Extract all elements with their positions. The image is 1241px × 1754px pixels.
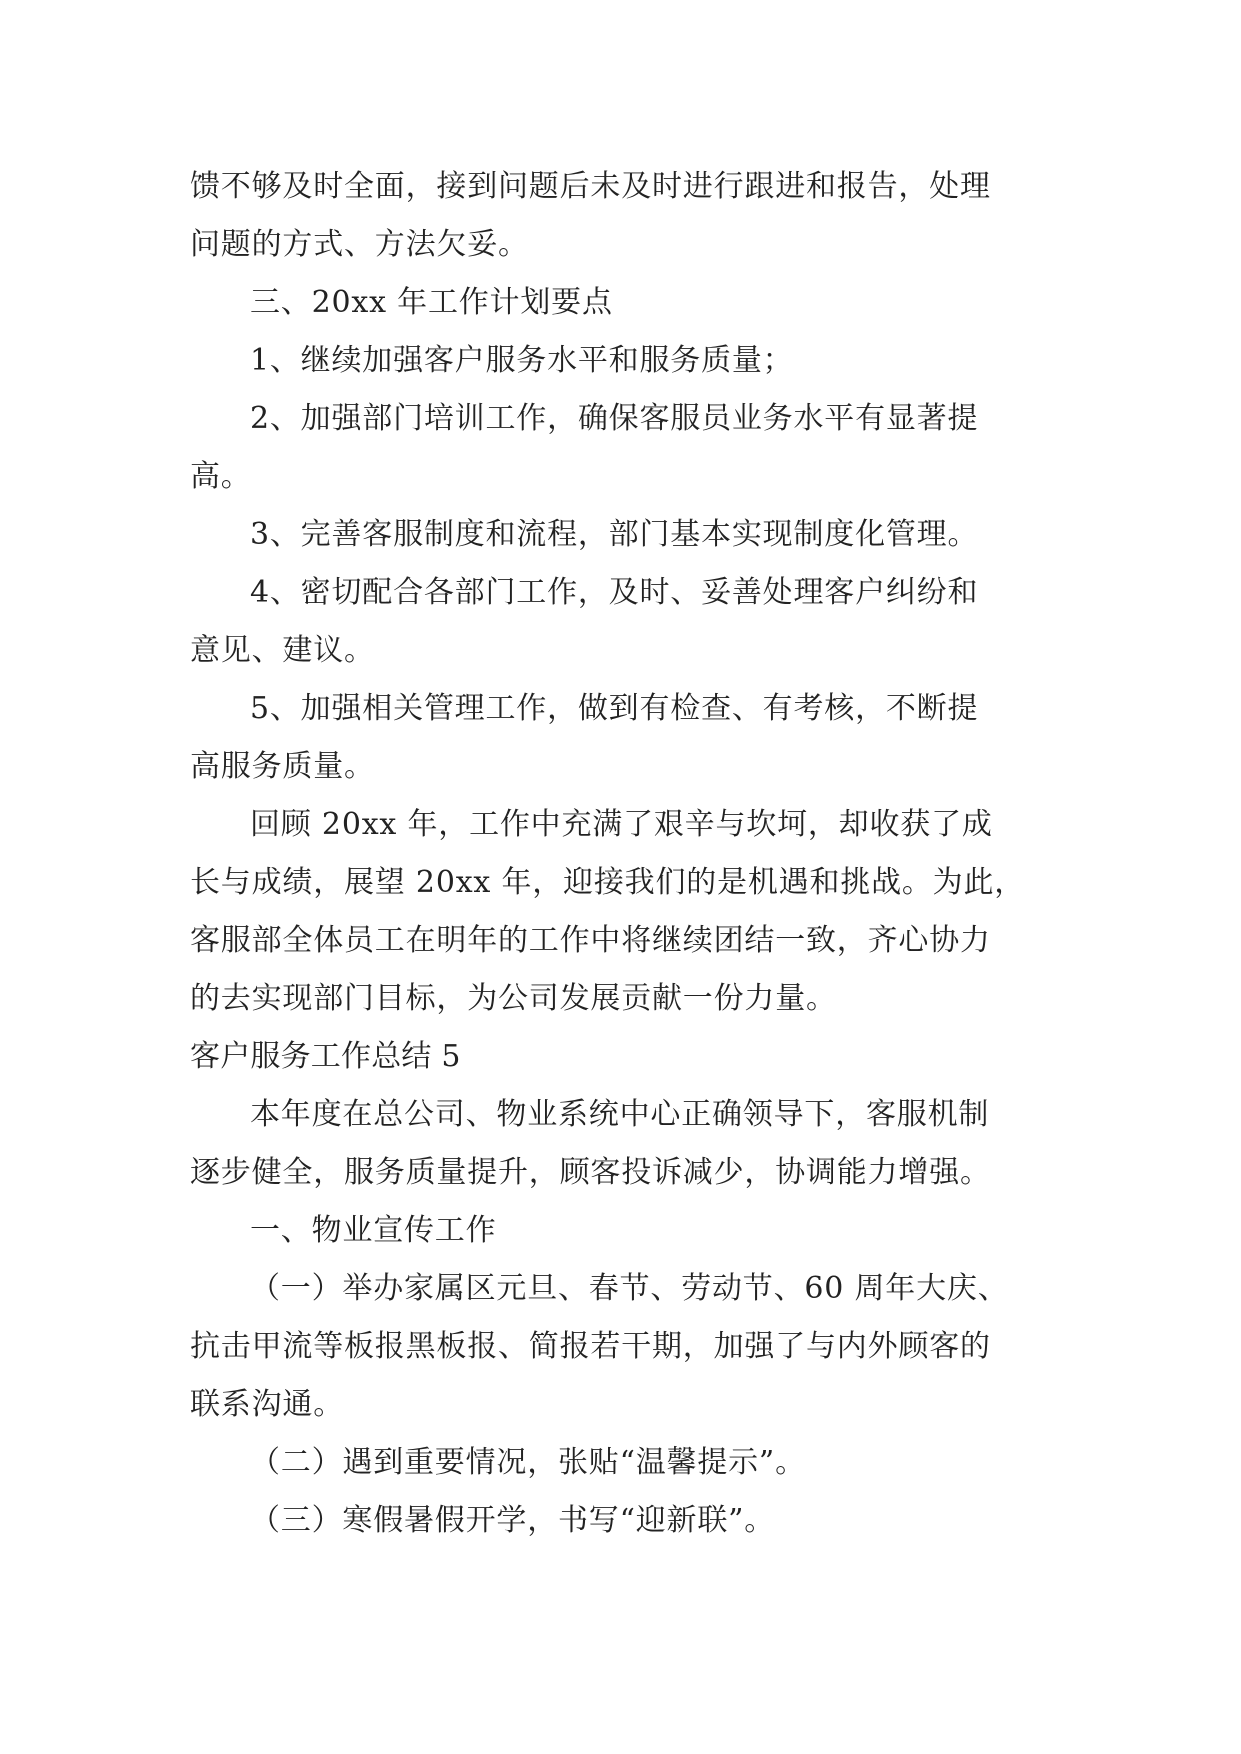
- plan-item-1: 1、继续加强客户服务水平和服务质量；: [250, 343, 794, 378]
- plan-item-2: 2、加强部门培训工作，确保客服员业务水平有显著提: [250, 401, 979, 436]
- section-heading: 一、物业宣传工作: [250, 1213, 497, 1248]
- paragraph-line: 高。: [190, 459, 252, 494]
- paragraph-line: 联系沟通。: [190, 1387, 344, 1422]
- plan-item-4: 4、密切配合各部门工作，及时、妥善处理客户纠纷和: [250, 575, 979, 610]
- paragraph-line: 馈不够及时全面，接到问题后未及时进行跟进和报告，处理: [190, 169, 991, 204]
- section-heading: 三、20xx 年工作计划要点: [250, 285, 613, 320]
- paragraph-line: 高服务质量。: [190, 749, 375, 784]
- paragraph-line: 逐步健全，服务质量提升，顾客投诉减少，协调能力增强。: [190, 1155, 991, 1190]
- paragraph-line: 的去实现部门目标，为公司发展贡献一份力量。: [190, 981, 837, 1016]
- sub-item-3: （三）寒假暑假开学，书写“迎新联”。: [250, 1503, 776, 1538]
- sub-item-1: （一）举办家属区元旦、春节、劳动节、60 周年大庆、: [250, 1271, 1009, 1306]
- document-section-title: 客户服务工作总结 5: [190, 1039, 461, 1074]
- paragraph-line: 长与成绩，展望 20xx 年，迎接我们的是机遇和挑战。为此，: [190, 865, 1026, 900]
- document-body: [190, 158, 1070, 1550]
- paragraph-line: 意见、建议。: [190, 633, 375, 668]
- paragraph-line: 问题的方式、方法欠妥。: [190, 227, 529, 262]
- paragraph-line: 客服部全体员工在明年的工作中将继续团结一致，齐心协力: [190, 923, 991, 958]
- sub-item-2: （二）遇到重要情况，张贴“温馨提示”。: [250, 1445, 806, 1480]
- plan-item-5: 5、加强相关管理工作，做到有检查、有考核，不断提: [250, 691, 979, 726]
- paragraph-line: 抗击甲流等板报黑板报、简报若干期，加强了与内外顾客的: [190, 1329, 991, 1364]
- summary-paragraph: 回顾 20xx 年，工作中充满了艰辛与坎坷，却收获了成: [250, 807, 993, 842]
- intro-paragraph: 本年度在总公司、物业系统中心正确领导下，客服机制: [250, 1097, 990, 1132]
- plan-item-3: 3、完善客服制度和流程，部门基本实现制度化管理。: [250, 517, 979, 552]
